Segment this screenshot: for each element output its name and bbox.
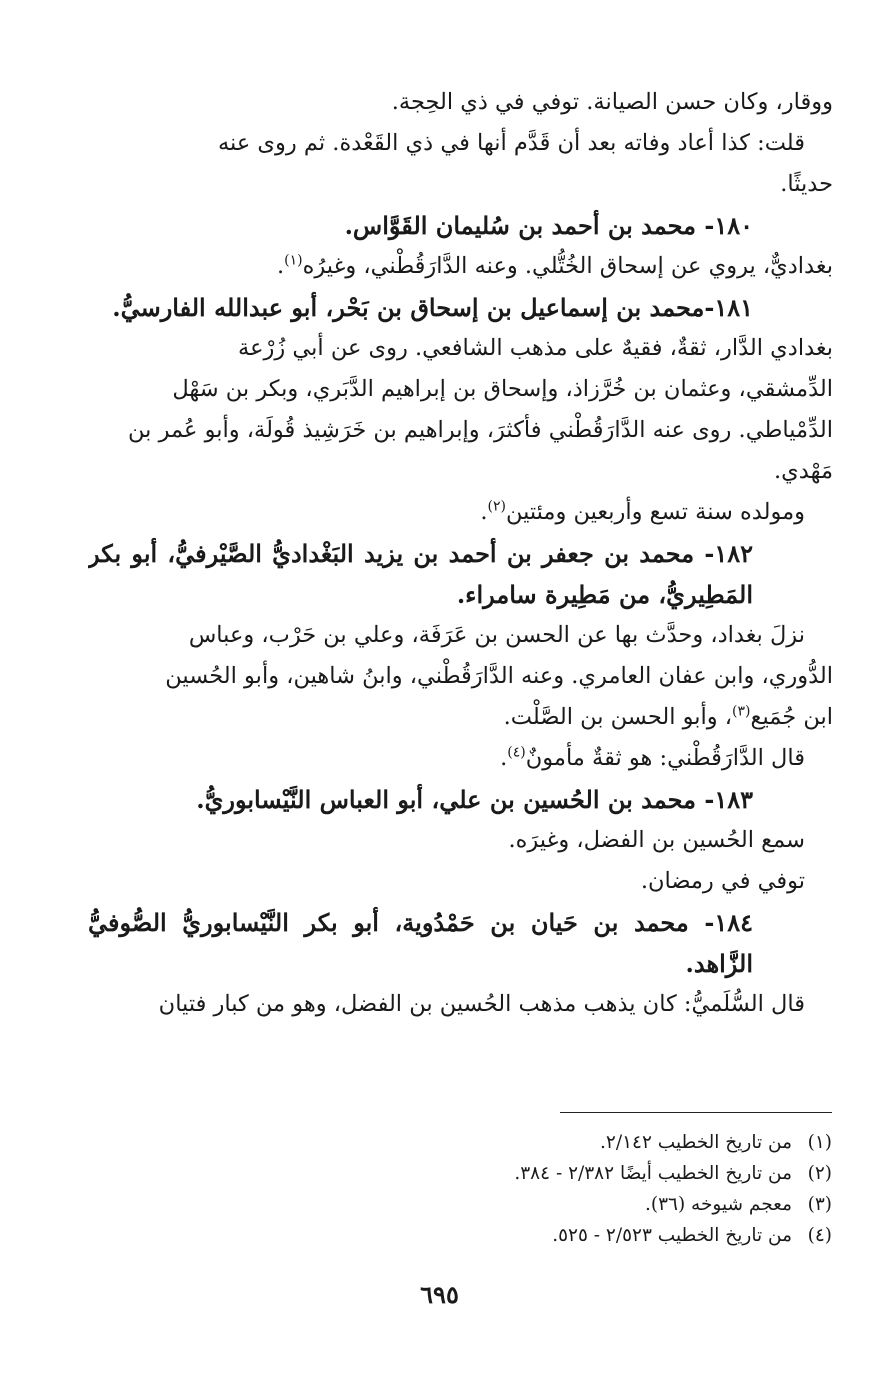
text-line: بغداديٌّ، يروي عن إسحاق الخُتُّلي. وعنه الدَّارَقُطْني، وغيرُه$^{(١)}$. [276,252,833,279]
footnote-ref[interactable]: (٣) [732,703,751,720]
entry-heading-183: ١٨٣- محمد بن الحُسين بن علي، أبو العباس النَّيْسابوريُّ. [196,785,753,814]
text-line: قلت: كذا أعاد وفاته بعد أن قَدَّم أنها في ذي القَعْدة. ثم روى عنه [217,130,805,156]
footnote-text: من تاريخ الخطيب ٢/٥٢٣ - ٥٢٥. [552,1225,792,1246]
footnote-text: معجم شيوخه (٣٦). [644,1194,792,1215]
footnote-number: (٢) [807,1163,832,1184]
text-line: قال السُّلَميُّ: كان يذهب مذهب الحُسين بن الفضل، وهو من كبار فتيان [158,991,805,1017]
text-line: توفي في رمضان. [640,868,805,894]
footnote-ref[interactable]: (١) [284,252,303,269]
footnote-divider [560,1112,832,1113]
text-line: حديثًا. [780,171,833,197]
entry-heading-182: ١٨٢- محمد بن جعفر بن أحمد بن يزيد البَغْداديُّ الصَّيْرفيُّ، أبو بكر المَطِيريُّ، من مَطِيرة سامراء. [88,539,753,609]
entry-heading-181: ١٨١-محمد بن إسماعيل بن إسحاق بن بَحْر، أبو عبدالله الفارسيُّ. [112,293,753,322]
page-body [88,82,833,1025]
text-line: مَهْدي. [774,458,833,484]
text-line: بغدادي الدَّار، ثقةٌ، فقيهٌ على مذهب الشافعي. روى عن أبي زُرْعة [238,335,833,361]
footnote-ref[interactable]: (٤) [507,744,526,761]
text-line: الدُّوري، وابن عفان العامري. وعنه الدَّارَقُطْني، وابنُ شاهين، وأبو الحُسين [165,663,833,689]
footnote-number: (٣) [807,1194,832,1215]
text-line: قال الدَّارَقُطْني: هو ثقةٌ مأمونٌ$^{(٤)}$. [500,744,805,771]
footnote-item [300,1127,832,1158]
footnote-number: (١) [807,1132,832,1153]
text-line: ووقار، وكان حسن الصيانة. توفي في ذي الحِجة. [391,89,833,115]
footnote-ref[interactable]: (٢) [487,498,506,515]
entry-heading-184: ١٨٤- محمد بن حَيان بن حَمْدُوية، أبو بكر النَّيْسابوريُّ الصُّوفيُّ الزَّاهد. [88,908,753,978]
footnote-item [300,1189,832,1220]
footnote-text: من تاريخ الخطيب ٢/١٤٢. [600,1132,792,1153]
text-line: ابن جُمَيع$^{(٣)}$، وأبو الحسن بن الصَّلْت. [503,703,833,730]
footnotes [300,1127,832,1251]
footnote-item [300,1220,832,1251]
text-line: الدِّمشقي، وعثمان بن خُرَّزاذ، وإسحاق بن إبراهيم الدَّبَري، وبكر بن سَهْل [172,376,833,402]
footnote-number: (٤) [807,1225,832,1246]
entry-heading-180: ١٨٠- محمد بن أحمد بن سُليمان القَوَّاس. [344,211,753,240]
page-number: ٦٩٥ [420,1280,459,1309]
text-line: ومولده سنة تسع وأربعين ومئتين$^{(٢)}$. [480,498,805,525]
text-line: سمع الحُسين بن الفضل، وغيرَه. [508,827,805,853]
text-line: الدِّمْياطي. روى عنه الدَّارَقُطْني فأكثرَ، وإبراهيم بن خَرَشِيذ قُولَة، وأبو عُمر بن [128,417,833,443]
footnote-text: من تاريخ الخطيب أيضًا ٢/٣٨٢ - ٣٨٤. [514,1163,792,1184]
footnote-item [300,1158,832,1189]
text-line: نزلَ بغداد، وحدَّث بها عن الحسن بن عَرَفَة، وعلي بن حَرْب، وعباس [188,622,805,648]
